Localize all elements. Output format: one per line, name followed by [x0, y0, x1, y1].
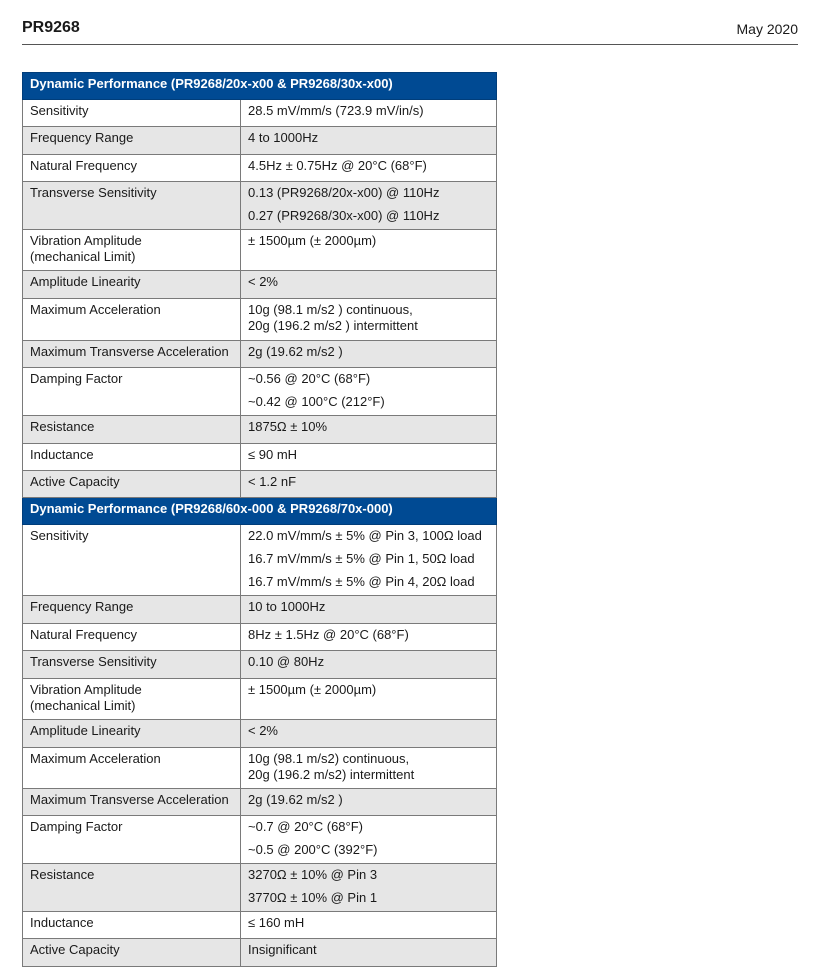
spec-value	[241, 651, 497, 679]
spec-value-line: < 2%	[248, 723, 278, 738]
spec-value	[241, 525, 497, 596]
spec-label	[23, 816, 241, 864]
spec-value	[241, 939, 497, 967]
spec-value	[241, 679, 497, 720]
spec-value-line: 10g (98.1 m/s2) continuous, 20g (196.2 m/s2) intermittent	[248, 751, 415, 782]
spec-label-text: Sensitivity	[30, 103, 89, 118]
spec-label	[23, 864, 241, 912]
spec-label	[23, 624, 241, 651]
spec-value-line: ~0.56 @ 20°C (68°F)	[248, 371, 371, 386]
spec-row	[23, 748, 497, 789]
spec-label-text: Natural Frequency	[30, 158, 137, 173]
spec-value-line: ~0.42 @ 100°C (212°F)	[248, 394, 385, 409]
document-title: PR9268	[22, 19, 80, 36]
spec-value-line: 4.5Hz ± 0.75Hz @ 20°C (68°F)	[248, 158, 427, 173]
spec-row	[23, 299, 497, 341]
spec-value-line: 28.5 mV/mm/s (723.9 mV/in/s)	[248, 103, 424, 118]
spec-value	[241, 720, 497, 748]
spec-value-line: 2g (19.62 m/s2 )	[248, 792, 343, 807]
spec-value-line: ~0.7 @ 20°C (68°F)	[248, 819, 364, 834]
spec-value	[241, 816, 497, 864]
spec-label	[23, 471, 241, 498]
section-heading: Dynamic Performance (PR9268/60x-000 & PR9268/70x-000)	[23, 498, 497, 525]
spec-table	[22, 72, 497, 967]
spec-value-line: 1875Ω ± 10%	[248, 419, 328, 434]
spec-row	[23, 416, 497, 444]
spec-label-text: Resistance	[30, 419, 95, 434]
spec-label	[23, 748, 241, 789]
spec-label-text: Inductance	[30, 447, 94, 462]
spec-label-text: Damping Factor	[30, 819, 123, 834]
spec-label	[23, 341, 241, 368]
spec-row	[23, 624, 497, 651]
spec-row	[23, 864, 497, 912]
spec-label	[23, 789, 241, 816]
spec-label	[23, 100, 241, 127]
spec-value	[241, 182, 497, 230]
spec-value	[241, 444, 497, 471]
spec-row	[23, 368, 497, 416]
spec-label	[23, 182, 241, 230]
spec-value-line: 16.7 mV/mm/s ± 5% @ Pin 1, 50Ω load	[248, 551, 475, 566]
spec-value-line: 0.13 (PR9268/20x-x00) @ 110Hz	[248, 185, 440, 200]
spec-row	[23, 100, 497, 127]
spec-value-line: ± 1500µm (± 2000µm)	[248, 233, 377, 248]
spec-label	[23, 368, 241, 416]
spec-label-text: Transverse Sensitivity	[30, 185, 157, 200]
spec-value	[241, 596, 497, 624]
spec-value	[241, 368, 497, 416]
spec-row	[23, 182, 497, 230]
spec-value	[241, 155, 497, 182]
spec-row	[23, 789, 497, 816]
spec-value-line: ≤ 160 mH	[248, 915, 305, 930]
spec-value-line: 8Hz ± 1.5Hz @ 20°C (68°F)	[248, 627, 409, 642]
section-heading: Dynamic Performance (PR9268/20x-x00 & PR9268/30x-x00)	[23, 73, 497, 100]
spec-label	[23, 939, 241, 967]
spec-label-text: Maximum Transverse Acceleration	[30, 792, 229, 807]
spec-label-text: Damping Factor	[30, 371, 123, 386]
spec-row	[23, 155, 497, 182]
spec-label-text: Maximum Acceleration	[30, 302, 161, 317]
spec-label	[23, 720, 241, 748]
spec-label	[23, 651, 241, 679]
spec-label-text: Amplitude Linearity	[30, 274, 141, 289]
spec-row	[23, 651, 497, 679]
spec-label	[23, 416, 241, 444]
spec-label-text: Active Capacity	[30, 942, 120, 957]
spec-row	[23, 525, 497, 596]
spec-value	[241, 748, 497, 789]
spec-row	[23, 127, 497, 155]
spec-value	[241, 230, 497, 271]
spec-label-text: Transverse Sensitivity	[30, 654, 157, 669]
spec-row	[23, 444, 497, 471]
spec-row	[23, 271, 497, 299]
spec-value	[241, 299, 497, 341]
spec-value	[241, 127, 497, 155]
spec-row	[23, 341, 497, 368]
spec-value-line: 22.0 mV/mm/s ± 5% @ Pin 3, 100Ω load	[248, 528, 482, 543]
spec-label-text: Maximum Acceleration	[30, 751, 161, 766]
spec-value-line: 0.27 (PR9268/30x-x00) @ 110Hz	[248, 208, 440, 223]
spec-value-line: ± 1500µm (± 2000µm)	[248, 682, 377, 697]
spec-label-text: Maximum Transverse Acceleration	[30, 344, 229, 359]
spec-value-line: 10 to 1000Hz	[248, 599, 326, 614]
spec-label-text: Vibration Amplitude (mechanical Limit)	[30, 682, 142, 713]
spec-value-line: 16.7 mV/mm/s ± 5% @ Pin 4, 20Ω load	[248, 574, 475, 589]
spec-label-text: Frequency Range	[30, 130, 134, 145]
spec-value-line: ~0.5 @ 200°C (392°F)	[248, 842, 378, 857]
spec-value	[241, 416, 497, 444]
spec-label	[23, 230, 241, 271]
spec-label	[23, 912, 241, 939]
spec-label	[23, 444, 241, 471]
section-header-row	[23, 73, 497, 100]
spec-label	[23, 525, 241, 596]
spec-value-line: 3270Ω ± 10% @ Pin 3	[248, 867, 378, 882]
spec-label-text: Vibration Amplitude (mechanical Limit)	[30, 233, 142, 264]
spec-value-line: 0.10 @ 80Hz	[248, 654, 325, 669]
spec-value	[241, 624, 497, 651]
spec-label-text: Frequency Range	[30, 599, 134, 614]
spec-value	[241, 341, 497, 368]
spec-value	[241, 100, 497, 127]
spec-row	[23, 230, 497, 271]
spec-value-line: 4 to 1000Hz	[248, 130, 319, 145]
spec-value-line: Insignificant	[248, 942, 317, 957]
spec-value-line: 10g (98.1 m/s2 ) continuous, 20g (196.2 m/s2 ) intermittent	[248, 302, 418, 333]
spec-label	[23, 271, 241, 299]
document-date: May 2020	[736, 21, 798, 37]
section-header-row	[23, 498, 497, 525]
spec-label	[23, 155, 241, 182]
spec-row	[23, 939, 497, 967]
spec-label-text: Resistance	[30, 867, 95, 882]
spec-label-text: Inductance	[30, 915, 94, 930]
spec-value-line: < 1.2 nF	[248, 474, 297, 489]
spec-label-text: Natural Frequency	[30, 627, 137, 642]
spec-row	[23, 912, 497, 939]
spec-label-text: Amplitude Linearity	[30, 723, 141, 738]
spec-value-line: 3770Ω ± 10% @ Pin 1	[248, 890, 378, 905]
spec-row	[23, 679, 497, 720]
spec-row	[23, 596, 497, 624]
spec-value	[241, 271, 497, 299]
spec-value	[241, 789, 497, 816]
page-header	[22, 18, 798, 45]
spec-label-text: Sensitivity	[30, 528, 89, 543]
spec-value-line: ≤ 90 mH	[248, 447, 298, 462]
spec-label	[23, 679, 241, 720]
spec-label	[23, 596, 241, 624]
spec-value	[241, 912, 497, 939]
spec-row	[23, 816, 497, 864]
spec-row	[23, 471, 497, 498]
spec-value	[241, 471, 497, 498]
spec-value-line: 2g (19.62 m/s2 )	[248, 344, 343, 359]
spec-label	[23, 299, 241, 341]
spec-value	[241, 864, 497, 912]
spec-row	[23, 720, 497, 748]
spec-label-text: Active Capacity	[30, 474, 120, 489]
spec-label	[23, 127, 241, 155]
spec-value-line: < 2%	[248, 274, 278, 289]
